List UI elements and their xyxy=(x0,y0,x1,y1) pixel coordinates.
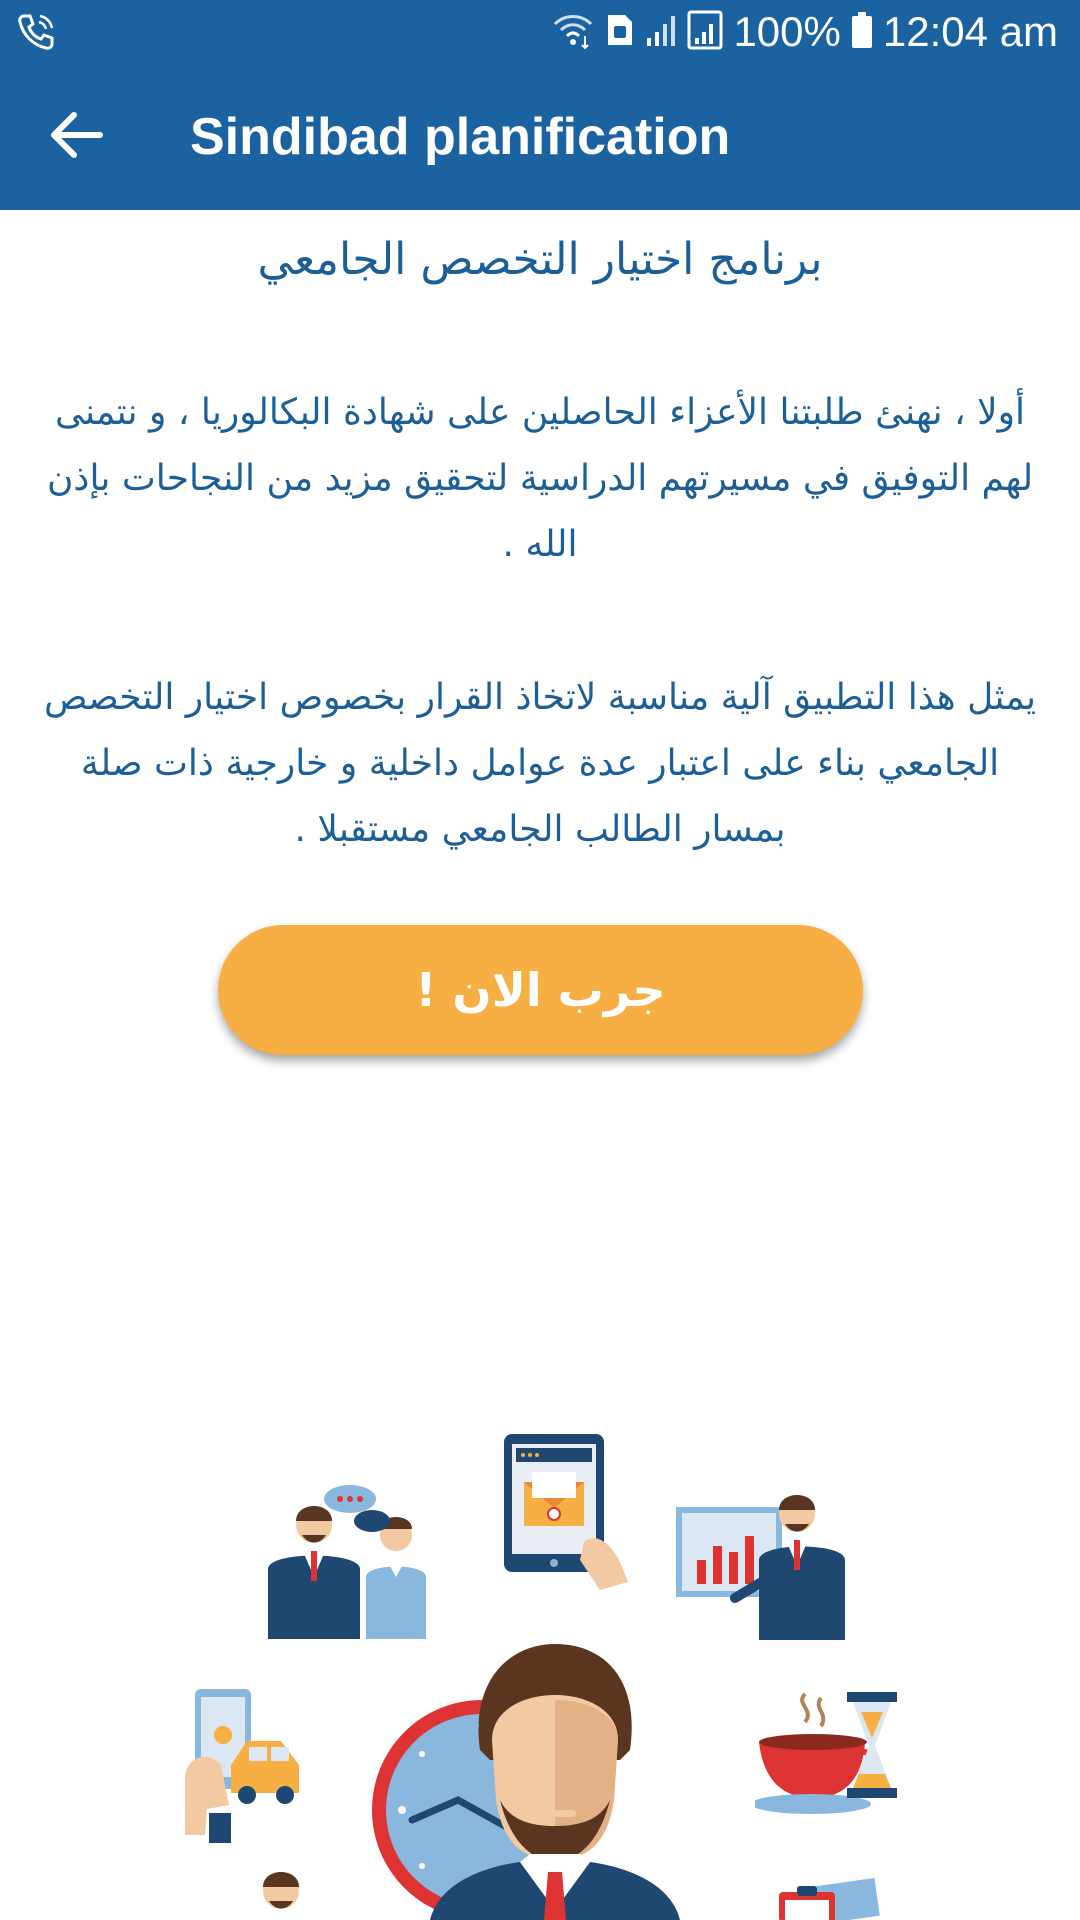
coffee-hourglass-icon xyxy=(755,1688,905,1828)
signal-icon xyxy=(645,12,677,52)
arrow-left-icon xyxy=(46,105,106,169)
taxi-phone-icon xyxy=(185,1685,305,1845)
signal-icon xyxy=(687,10,723,54)
app-title: Sindibad planification xyxy=(190,108,731,166)
person-small-icon xyxy=(255,1865,325,1920)
battery-percent: 100% xyxy=(733,8,841,55)
description-paragraph: يمثل هذا التطبيق آلية مناسبة لاتخاذ القرار بخصوص اختيار التخصص الجامعي بناء على اعتبار عدة عوامل داخلية و خارجية ذات صلة بمسار الطالب الجامعي مستقبلا . xyxy=(43,677,1037,850)
tablet-email-icon xyxy=(500,1432,635,1592)
app-bar xyxy=(0,64,1080,210)
status-bar xyxy=(0,0,1080,64)
call-icon xyxy=(14,10,58,54)
presentation-chart-icon xyxy=(675,1490,855,1650)
battery-icon xyxy=(851,11,873,53)
people-talking-icon xyxy=(262,1485,442,1645)
status-icons xyxy=(551,8,1058,56)
sim-icon xyxy=(605,12,635,52)
clock: 12:04 am xyxy=(882,8,1058,55)
business-illustration xyxy=(0,1400,1080,1920)
try-now-button[interactable]: جرب الان ! xyxy=(218,925,863,1055)
wifi-icon xyxy=(551,10,595,54)
clipboard-icon xyxy=(775,1878,905,1920)
intro-paragraph: أولا ، نهنئ طلبتنا الأعزاء الحاصلين على شهادة البكالوريا ، و نتمنى لهم التوفيق في مسيرتهم الدراسية لتحقيق مزيد من النجاحات بإذن الله . xyxy=(46,392,1034,565)
businessman-icon xyxy=(430,1640,680,1920)
back-button[interactable] xyxy=(40,101,112,173)
page-heading: برنامج اختيار التخصص الجامعي xyxy=(257,234,823,285)
